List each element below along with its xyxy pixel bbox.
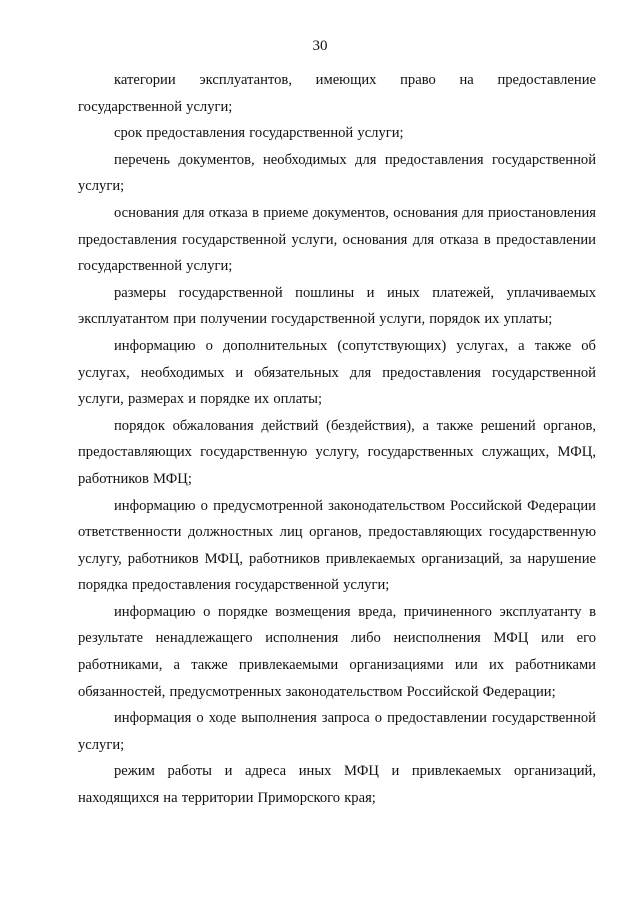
page-number: 30	[312, 38, 328, 54]
list-item-service-term: срок предоставления государственной услуги;	[114, 125, 404, 142]
list-item-duty-amounts: размеры государственной пошлины и иных платежей, уплачиваемых эксплуатантом при получении государственной услуги, порядок их уплаты;	[78, 284, 596, 328]
list-item-operator-categories: категории эксплуатантов, имеющих право на предоставление государственной услуги;	[78, 72, 596, 115]
list-item-request-progress: информация о ходе выполнения запроса о предоставлении государственной услуги;	[78, 710, 596, 753]
list-item-working-hours: режим работы и адреса иных МФЦ и привлекаемых организаций, находящихся на территории Приморского края;	[78, 763, 596, 807]
list-item-additional-services: информацию о дополнительных (сопутствующих) услугах, а также об услугах, необходимых и обязательных для предоставления государственной услуги, размерах и порядке их оплаты;	[78, 337, 596, 408]
list-item-refusal-grounds: основания для отказа в приеме документов, основания для приостановления предоставления государственной услуги, основания для отказа в предоставлении государственной услуги;	[78, 204, 596, 275]
list-item-appeal-procedure: порядок обжалования действий (бездействия), а также решений органов, предоставляющих государственную услугу, государственных служащих, МФЦ, работников МФЦ;	[78, 417, 596, 487]
document-body	[78, 67, 596, 812]
list-item-liability-info: информацию о предусмотренной законодательством Российской Федерации ответственности должностных лиц органов, предоставляющих государственную услугу, работников МФЦ, работников привлекаемых организаций, за нарушение порядка предоставления государственной услуги;	[78, 497, 596, 594]
list-item-damage-compensation: информацию о порядке возмещения вреда, причиненного эксплуатанту в результате ненадлежащего исполнения либо неисполнения МФЦ или его работниками, а также привлекаемыми организациями или их работниками обязанностей, предусмотренных законодательством Российской Федерации;	[78, 603, 596, 700]
list-item-documents-list: перечень документов, необходимых для предоставления государственной услуги;	[78, 151, 596, 195]
